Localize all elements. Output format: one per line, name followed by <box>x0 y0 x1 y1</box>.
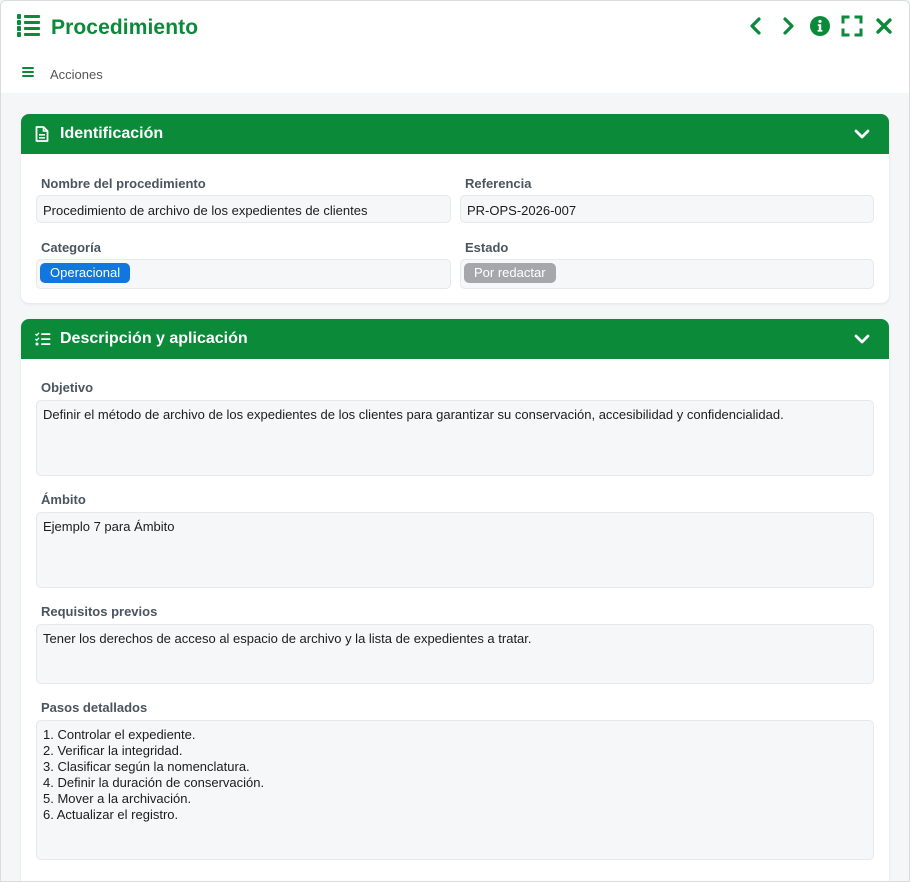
list-check-icon <box>35 331 51 347</box>
chevron-down-icon[interactable] <box>853 330 871 348</box>
categoria-field[interactable] <box>36 259 451 289</box>
descripcion-title: Descripción y aplicación <box>60 330 248 347</box>
nombre-label: Nombre del procedimiento <box>41 176 206 191</box>
identificacion-panel <box>21 114 889 303</box>
requisitos-label: Requisitos previos <box>41 604 158 619</box>
requisitos-value: Tener los derechos de acceso al espacio de archivo y la lista de expedientes a tratar. <box>43 631 532 646</box>
actions-menu[interactable] <box>21 65 103 83</box>
pasos-value: 1. Controlar el expediente. 2. Verificar la integridad. 3. Clasificar según la nomenclatura. 4. Definir la duración de conservación. 5. Mover a la archivación. 6. Actualizar el registro. <box>43 727 265 822</box>
nombre-value: Procedimiento de archivo de los expedientes de clientes <box>43 203 368 218</box>
referencia-label: Referencia <box>465 176 532 191</box>
estado-field[interactable] <box>460 259 874 289</box>
referencia-value: PR-OPS-2026-007 <box>467 203 577 218</box>
identificacion-header[interactable] <box>21 114 889 154</box>
list-icon <box>16 13 41 42</box>
pasos-label: Pasos detallados <box>41 700 148 715</box>
ambito-textarea[interactable] <box>36 512 874 588</box>
estado-label: Estado <box>465 240 509 255</box>
identificacion-title: Identificación <box>60 125 164 142</box>
fullscreen-icon[interactable] <box>841 15 863 37</box>
category-badge: Operacional <box>40 263 130 283</box>
menu-icon[interactable] <box>21 65 35 83</box>
page-title: Procedimiento <box>51 15 199 39</box>
referencia-field[interactable] <box>460 195 874 223</box>
chevron-right-icon[interactable] <box>777 15 799 37</box>
categoria-label: Categoría <box>41 240 101 255</box>
chevron-down-icon[interactable] <box>853 125 871 143</box>
objetivo-textarea[interactable] <box>36 400 874 476</box>
objetivo-label: Objetivo <box>41 380 94 395</box>
nombre-field[interactable] <box>36 195 451 223</box>
chevron-left-icon[interactable] <box>745 15 767 37</box>
descripcion-panel <box>21 319 889 882</box>
ambito-value: Ejemplo 7 para Ámbito <box>43 519 175 534</box>
descripcion-header[interactable] <box>21 319 889 359</box>
pasos-textarea[interactable] <box>36 720 874 860</box>
objetivo-value: Definir el método de archivo de los expedientes de los clientes para garantizar su conservación, accesibilidad y confidencialidad. <box>43 407 784 422</box>
requisitos-textarea[interactable] <box>36 624 874 684</box>
status-badge: Por redactar <box>464 263 556 283</box>
window-controls <box>745 15 895 37</box>
title-row <box>16 13 198 42</box>
close-icon[interactable] <box>873 15 895 37</box>
document-icon <box>35 126 51 142</box>
actions-label[interactable]: Acciones <box>50 66 103 82</box>
info-icon[interactable] <box>809 15 831 37</box>
top-bar <box>1 1 909 93</box>
ambito-label: Ámbito <box>41 492 86 507</box>
